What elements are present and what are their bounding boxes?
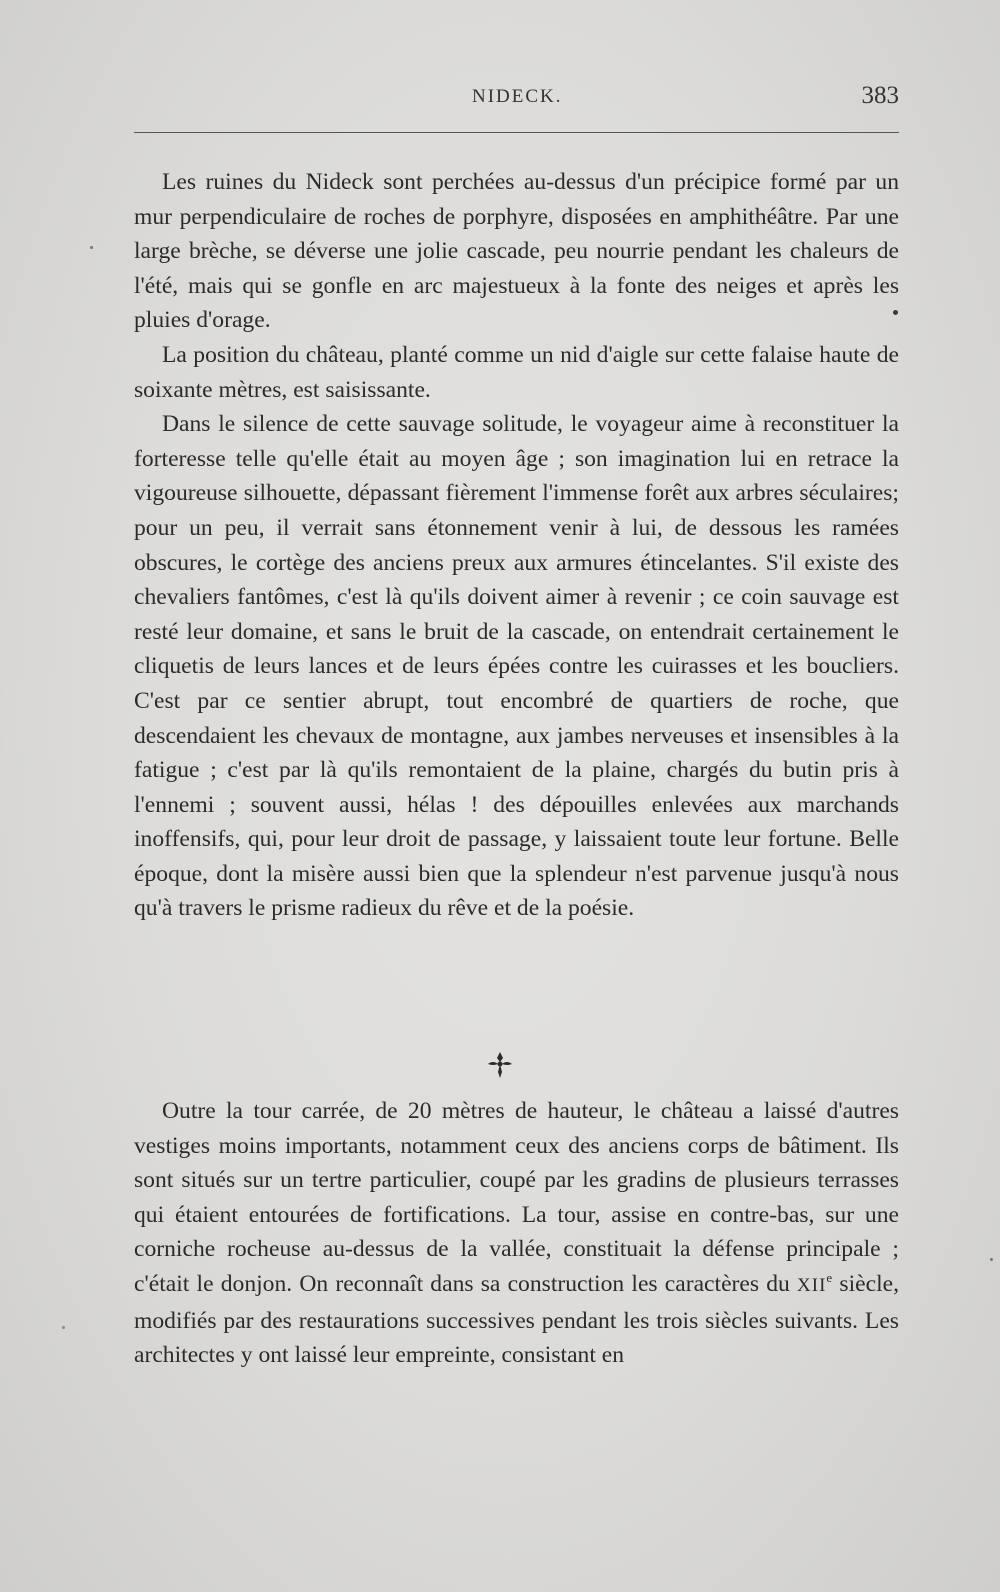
century-superscript: e xyxy=(826,1270,833,1286)
paragraph-text: siècle, modifiés par des restaurations successives pendant les trois siècles suivants. Les architectes y ont laissé leur empreinte, consistant en xyxy=(134,1270,899,1369)
paragraph: Dans le silence de cette sauvage solitude, le voyageur aime à reconstituer la forteresse telle qu'elle était au moyen âge ; son imagination lui en retrace la vigoureuse silhouette, dépassant fièrement l'immense forêt aux arbres séculaires; pour un peu, il verrait sans étonnement venir à lui, de dessous les ramées obscures, le cortège des anciens preux aux armures étincelantes. S'il existe des chevaliers fantômes, c'est là qu'ils doivent aimer à revenir ; ce coin sauvage est resté leur domaine, et sans le bruit de la cascade, on entendrait certainement le cliquetis de leurs lances et de leurs épées contre les cuirasses et les boucliers. C'est par ce sentier abrupt, tout encombré de quartiers de roche, que descendaient les chevaux de montagne, aux jambes nerveuses et insensibles à la fatigue ; c'est par là qu'ils remontaient de la plaine, chargés du butin pris à l'ennemi ; souvent aussi, hélas ! des dépouilles enlevées aux marchands inoffensifs, qui, pour leur droit de passage, y laissaient toute leur fortune. Belle époque, dont la misère aussi bien que la splendeur n'est parvenue jusqu'à nous qu'à travers le prisme radieux du rêve et de la poésie. xyxy=(134,411,899,922)
section-1 xyxy=(134,165,899,926)
running-head: NIDECK. xyxy=(472,86,563,107)
ink-speck xyxy=(90,246,93,249)
ink-speck xyxy=(990,1258,993,1261)
header-rule xyxy=(134,132,899,133)
page-header xyxy=(134,82,899,116)
paragraph: Les ruines du Nideck sont perchées au-dessus d'un précipice formé par un mur perpendiculaire de roches de porphyre, disposées en amphithéâtre. Par une large brèche, se déverse une jolie cascade, peu nourrie pendant les chaleurs de l'été, mais qui se gonfle en arc majestueux à la fonte des neiges et après les pluies d'orage. xyxy=(134,169,899,334)
ink-speck xyxy=(893,310,898,315)
ink-speck xyxy=(62,1326,65,1329)
paragraph: La position du château, planté comme un nid d'aigle sur cette falaise haute de soixante mètres, est saisissante. xyxy=(134,341,899,403)
section-2 xyxy=(134,1094,899,1373)
paragraph-text: Outre la tour carrée, de 20 mètres de hauteur, le château a laissé d'autres vestiges moins importants, notamment ceux des anciens corps de bâtiment. Ils sont situés sur un tertre particulier, coupé par les gradins de plusieurs terrasses qui étaient entourées de fortifications. La tour, assise en contre-bas, sur une corniche rocheuse au-dessus de la vallée, constituait la défense principale ; c'était le donjon. On reconnaît dans sa construction les caractères du xyxy=(134,1098,899,1297)
fleuron-icon xyxy=(485,1050,515,1080)
page-number: 383 xyxy=(861,82,899,109)
fleuron-icon-svg xyxy=(485,1050,515,1080)
century-numeral: XII xyxy=(797,1274,827,1296)
paragraph xyxy=(134,1094,899,1373)
